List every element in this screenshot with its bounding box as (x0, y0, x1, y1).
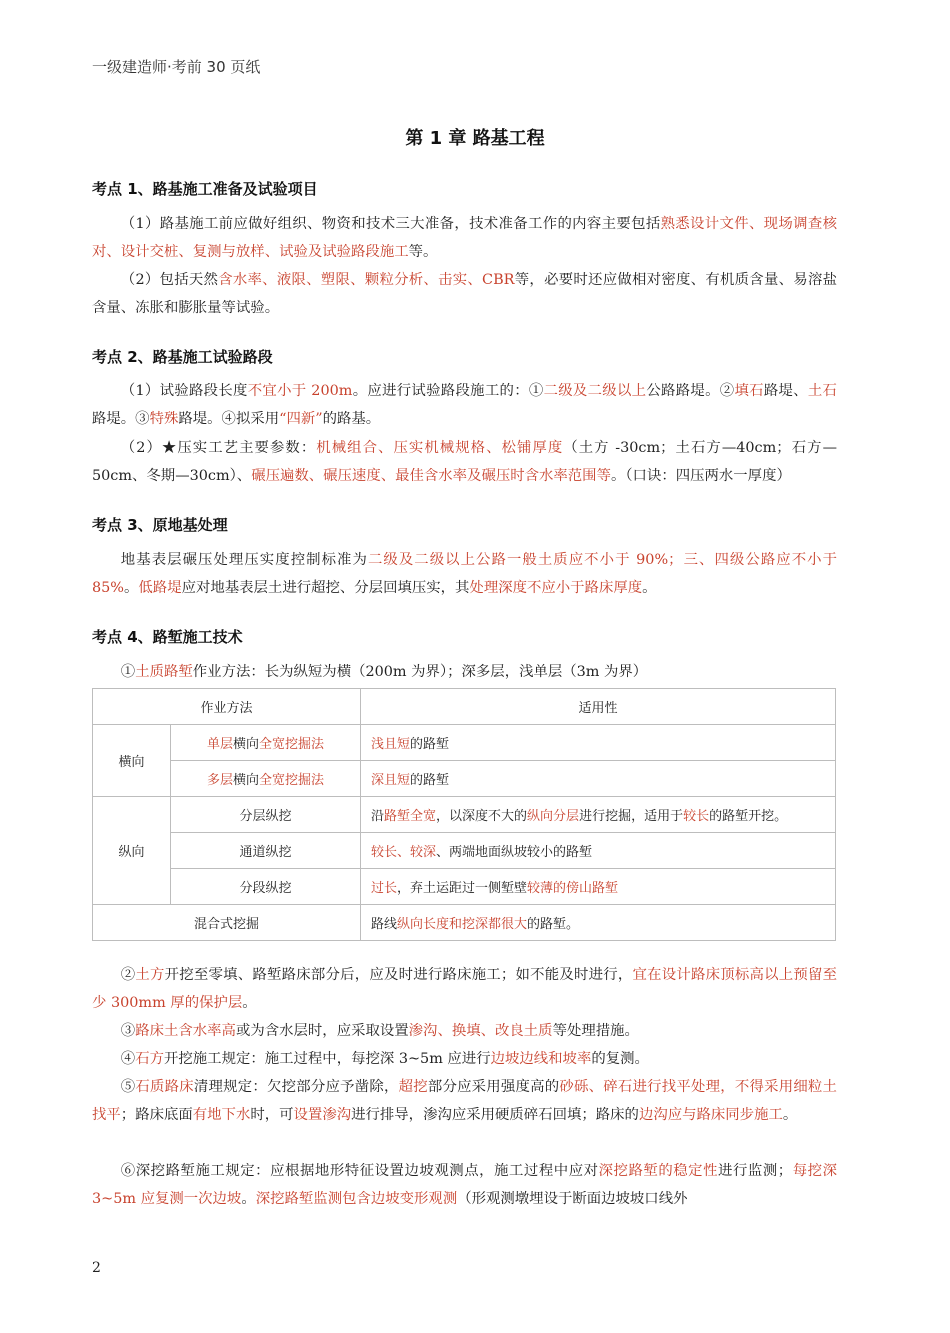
applicability-cell: 深且短的路堑 (361, 761, 836, 797)
table-row (93, 725, 836, 761)
excavation-methods-table (92, 688, 836, 941)
section-title-3: 考点 3、原地基处理 (92, 516, 228, 534)
paragraph-11: ⑥深挖路堑施工规定：应根据地形特征设置边坡观测点，施工过程中应对深挖路堑的稳定性进行监测；每挖深 3~5m 应复测一次边坡。深挖路堑监测包含边坡变形观测（形观测墩埋设于断面边坡坡口线外 (92, 1163, 837, 1207)
page-number: 2 (92, 1260, 101, 1276)
section-title-4: 考点 4、路堑施工技术 (92, 628, 243, 646)
paragraph-5: 地基表层碾压处理压实度控制标准为二级及二级以上公路一般土质应不小于 90%；三、四级公路应不小于 85%。低路堤应对地基表层土进行超挖、分层回填压实，其处理深度不应小于路床厚度。 (92, 552, 837, 596)
applicability-cell: 浅且短的路堑 (361, 725, 836, 761)
method-cell: 多层横向全宽挖掘法 (171, 761, 361, 797)
method-cell: 混合式挖掘 (93, 905, 361, 941)
table-row (93, 869, 836, 905)
method-cell: 分层纵挖 (171, 797, 361, 833)
paragraph-7: ②土方开挖至零填、路堑路床部分后，应及时进行路床施工；如不能及时进行，宜在设计路床顶标高以上预留至少 300mm 厚的保护层。 (92, 967, 837, 1011)
page-header: 一级建造师·考前 30 页纸 (92, 58, 261, 76)
paragraph-9: ④石方开挖施工规定：施工过程中，每挖深 3~5m 应进行边坡边线和坡率的复测。 (120, 1051, 649, 1067)
table-row (93, 761, 836, 797)
method-cell: 通道纵挖 (171, 833, 361, 869)
applicability-cell: 沿路堑全宽，以深度不大的纵向分层进行挖掘，适用于较长的路堑开挖。 (361, 797, 836, 833)
table-header-method: 作业方法 (93, 689, 361, 725)
applicability-cell: 较长、较深、两端地面纵坡较小的路堑 (361, 833, 836, 869)
table-header-row (93, 689, 836, 725)
paragraph-3: （1）试验路段长度不宜小于 200m。应进行试验路段施工的：①二级及二级以上公路路堤。②填石路堤、土石路堤。③特殊路堤。④拟采用“四新”的路基。 (92, 383, 837, 427)
paragraph-1: （1）路基施工前应做好组织、物资和技术三大准备，技术准备工作的内容主要包括熟悉设计文件、现场调查核对、设计交桩、复测与放样、试验及试验路段施工等。 (92, 216, 837, 260)
group-longitudinal: 纵向 (93, 797, 171, 905)
section-title-2: 考点 2、路基施工试验路段 (92, 348, 273, 366)
table-row (93, 905, 836, 941)
method-cell: 分段纵挖 (171, 869, 361, 905)
paragraph-2: （2）包括天然含水率、液限、塑限、颗粒分析、击实、CBR等，必要时还应做相对密度、有机质含量、易溶盐含量、冻胀和膨胀量等试验。 (92, 272, 837, 316)
table-header-applicability: 适用性 (361, 689, 836, 725)
section-title-1: 考点 1、路基施工准备及试验项目 (92, 180, 318, 198)
method-cell: 单层横向全宽挖掘法 (171, 725, 361, 761)
table-row (93, 797, 836, 833)
applicability-cell: 过长，弃土运距过一侧堑壁较薄的傍山路堑 (361, 869, 836, 905)
paragraph-8: ③路床土含水率高或为含水层时，应采取设置渗沟、换填、改良土质等处理措施。 (120, 1023, 639, 1039)
paragraph-6: ①土质路堑作业方法：长为纵短为横（200m 为界）；深多层，浅单层（3m 为界） (120, 664, 648, 680)
applicability-cell: 路线纵向长度和挖深都很大的路堑。 (361, 905, 836, 941)
paragraph-4: （2）★压实工艺主要参数：机械组合、压实机械规格、松铺厚度（土方 -30cm；土石方—40cm；石方—50cm、冬期—30cm）、碾压遍数、碾压速度、最佳含水率及碾压时含水率范围等。（口诀：四压两水一厚度） (92, 440, 837, 484)
table-row (93, 833, 836, 869)
paragraph-10: ⑤石质路床清理规定：欠挖部分应予凿除，超挖部分应采用强度高的砂砾、碎石进行找平处理，不得采用细粒土找平；路床底面有地下水时，可设置渗沟进行排导，渗沟应采用硬质碎石回填；路床的边沟应与路床同步施工。 (92, 1079, 837, 1123)
group-horizontal: 横向 (93, 725, 171, 797)
chapter-title: 第 1 章 路基工程 (405, 128, 545, 149)
